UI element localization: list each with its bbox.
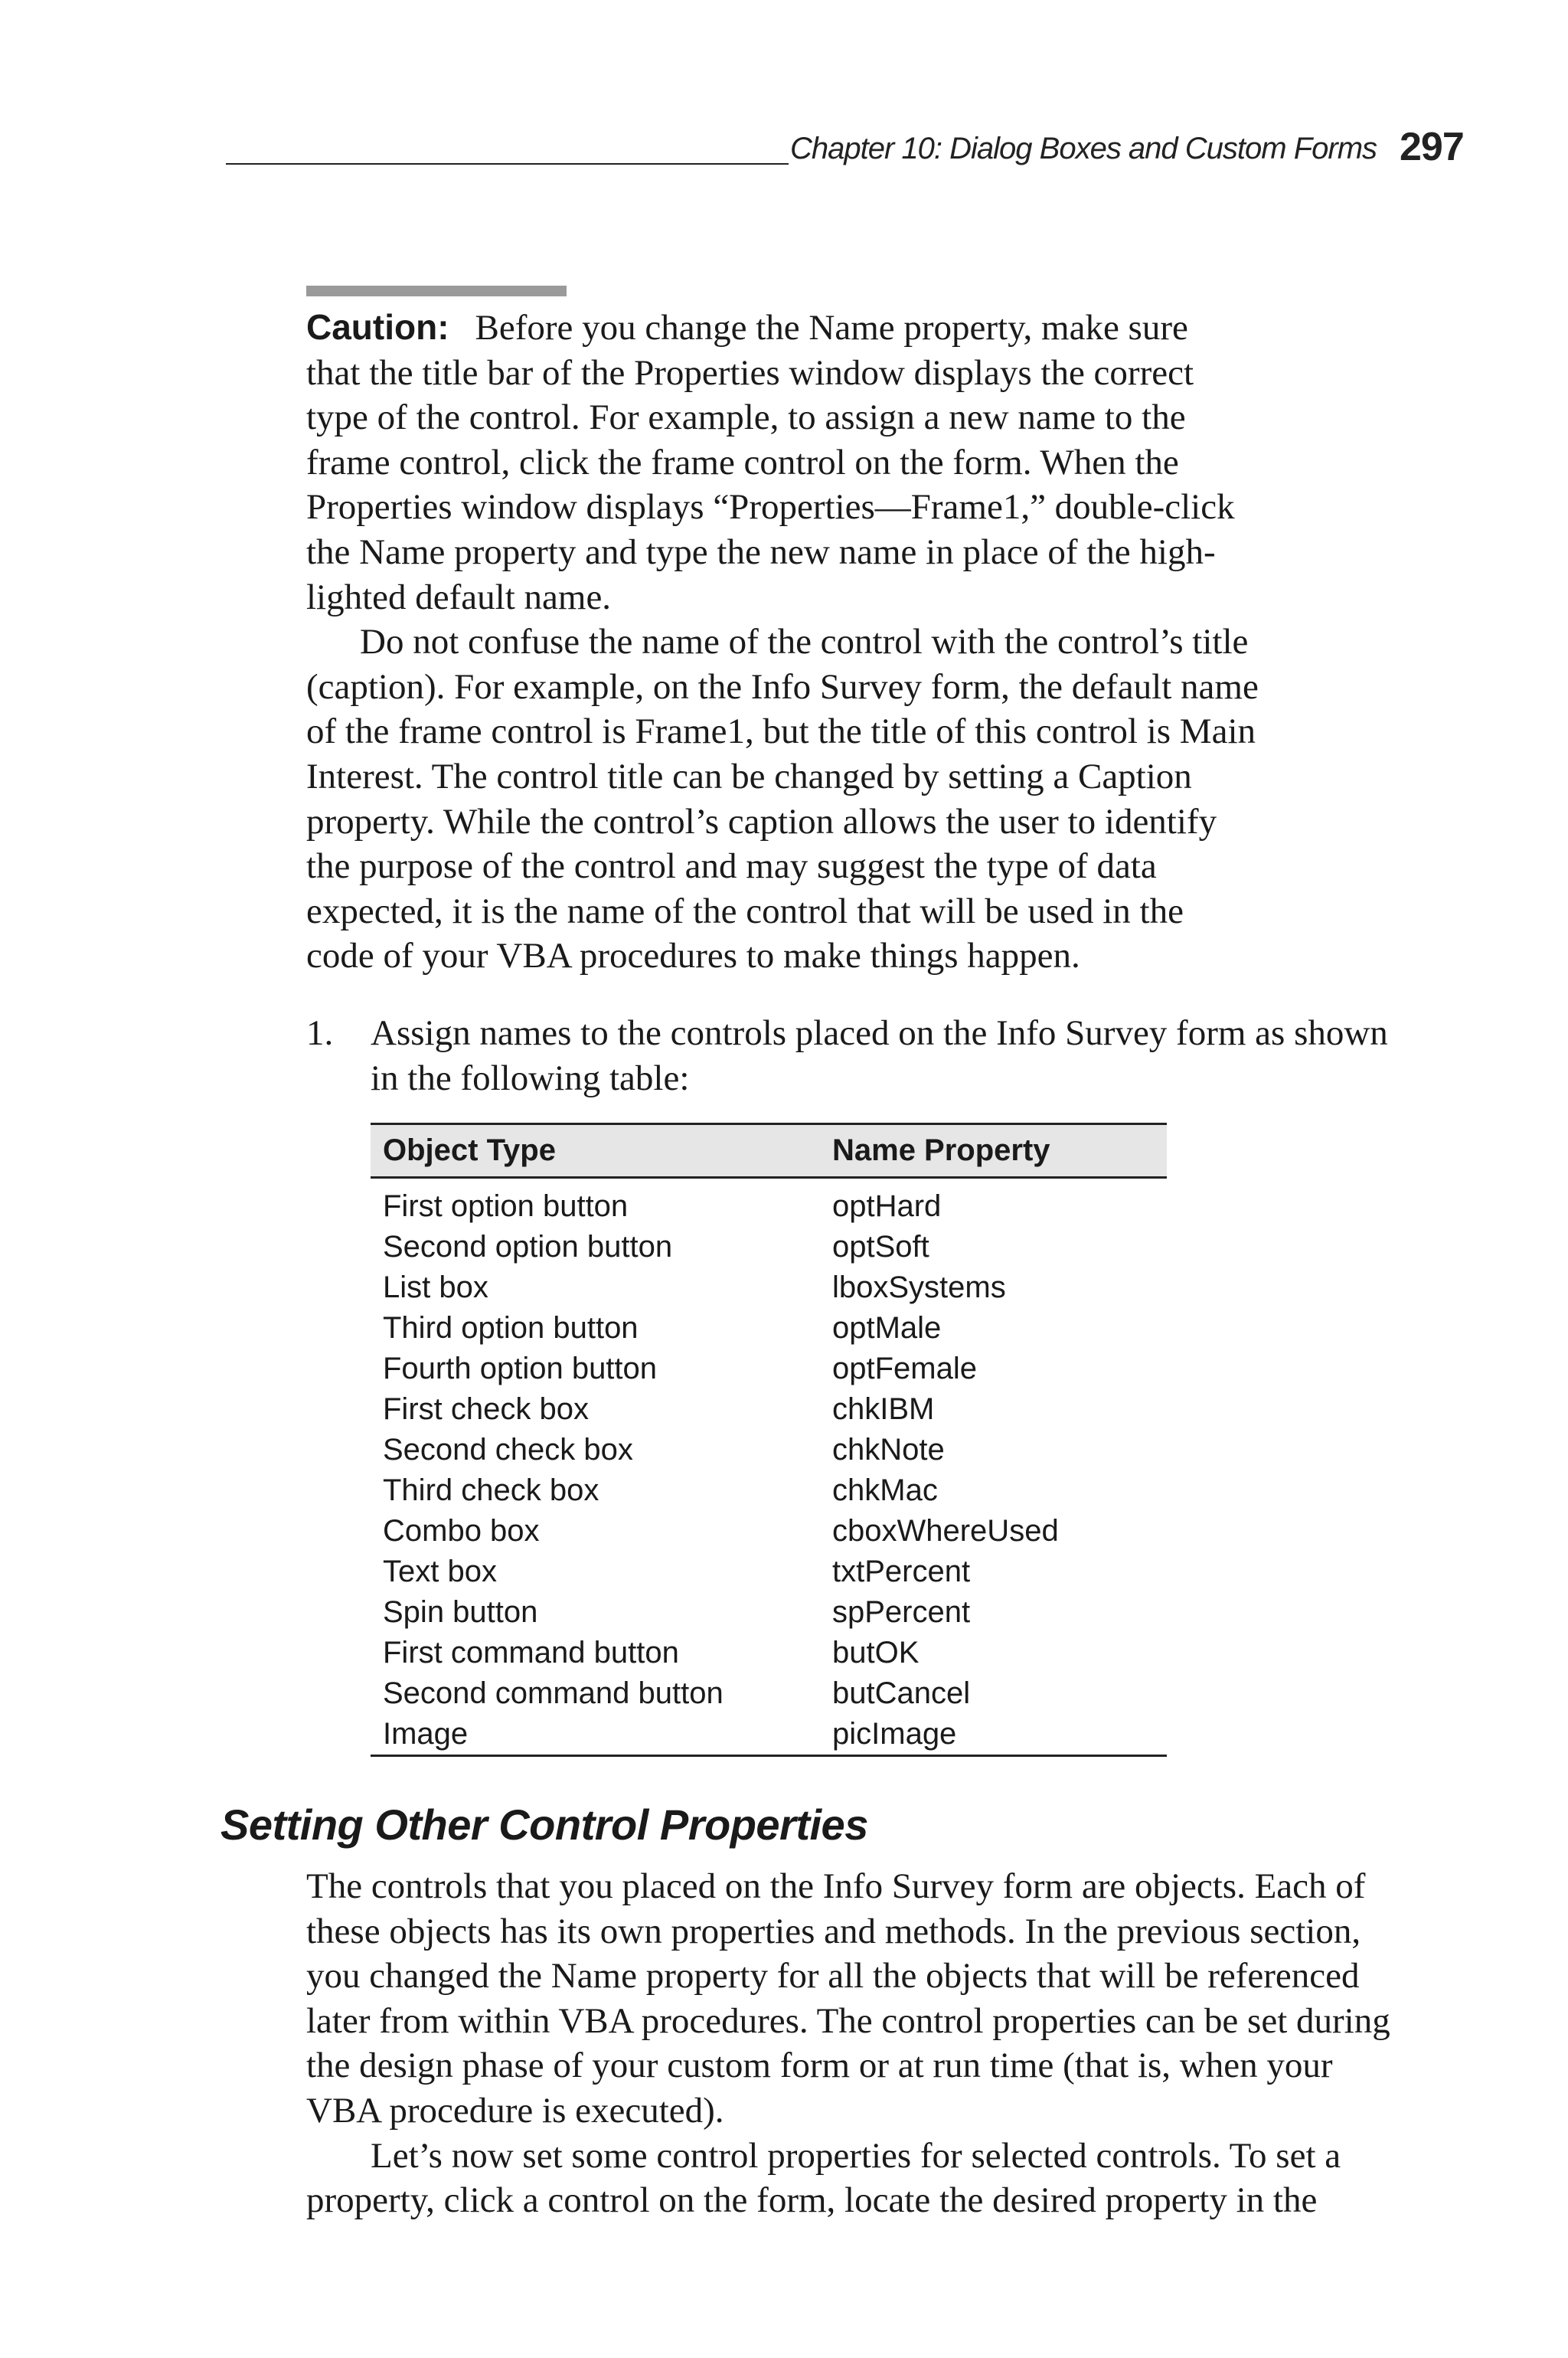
caution-line: lighted default name. [306, 577, 612, 617]
body-line: Let’s now set some control properties for selected controls. To set a [371, 2135, 1341, 2176]
caution-line: type of the control. For example, to assign a new name to the [306, 397, 1186, 438]
object-type-cell: Second command button [383, 1676, 724, 1710]
column-header-name-property: Name Property [822, 1124, 1167, 1178]
body-line: you changed the Name property for all the objects that will be referenced [306, 1956, 1360, 1997]
table-row [371, 1673, 1167, 1714]
table-row [371, 1267, 1167, 1308]
caution-bar [306, 286, 567, 296]
name-property-cell: optHard [832, 1189, 942, 1223]
name-property-cell: optSoft [832, 1230, 929, 1264]
table-row [371, 1714, 1167, 1756]
name-property-cell: txtPercent [832, 1555, 971, 1588]
step-number: 1. [306, 1013, 334, 1053]
page-number: 297 [1400, 125, 1464, 169]
object-type-cell: Fourth option button [383, 1352, 658, 1385]
caution-line: expected, it is the name of the control that will be used in the [306, 891, 1184, 931]
step-line: Assign names to the controls placed on the Info Survey form as shown [371, 1013, 1388, 1053]
name-property-cell: butCancel [832, 1676, 971, 1710]
name-property-cell: optMale [832, 1311, 942, 1345]
object-type-cell: First command button [383, 1636, 679, 1670]
object-type-cell: Combo box [383, 1514, 540, 1548]
name-property-table-container [371, 1123, 1167, 1757]
body-paragraph-2 [306, 2134, 1470, 2223]
body-line: these objects has its own properties and methods. In the previous section, [306, 1911, 1361, 1951]
caution-line: of the frame control is Frame1, but the title of this control is Main [306, 711, 1256, 752]
caution-label: Caution: [306, 307, 449, 347]
section-body [306, 1864, 1470, 2223]
name-property-cell: chkMac [832, 1473, 938, 1507]
table-row [371, 1308, 1167, 1349]
object-type-cell: Text box [383, 1555, 497, 1588]
table-header-row [371, 1124, 1167, 1178]
name-property-cell: lboxSystems [832, 1271, 1006, 1304]
name-property-table [371, 1123, 1167, 1757]
body-line: later from within VBA procedures. The control properties can be set during [306, 2000, 1390, 2041]
table-row [371, 1178, 1167, 1228]
name-property-cell: picImage [822, 1714, 1167, 1756]
name-property-cell: spPercent [832, 1595, 971, 1629]
name-property-cell: chkNote [832, 1433, 945, 1467]
step-text [371, 1011, 1388, 1101]
caution-line: Interest. The control title can be changed by setting a Caption [306, 756, 1192, 796]
caution-line: code of your VBA procedures to make things happen. [306, 936, 1080, 976]
caution-line: the Name property and type the new name in place of the high- [306, 531, 1216, 572]
table-row [371, 1227, 1167, 1267]
caution-line: (caption). For example, on the Info Survey form, the default name [306, 666, 1259, 707]
table-row [371, 1552, 1167, 1592]
name-property-cell: chkIBM [832, 1392, 935, 1426]
caution-paragraph-1 [306, 305, 1325, 620]
caution-line: Properties window displays “Properties—Frame1,” double-click [306, 487, 1235, 528]
table-row [371, 1633, 1167, 1673]
body-line: The controls that you placed on the Info Survey form are objects. Each of [306, 1866, 1366, 1906]
caution-line: the purpose of the control and may suggest the type of data [306, 846, 1157, 887]
caution-line: Do not confuse the name of the control with the control’s title [360, 622, 1249, 662]
object-type-cell: Spin button [383, 1595, 538, 1629]
body-line: VBA procedure is executed). [306, 2090, 724, 2131]
running-header-chapter: Chapter 10: Dialog Boxes and Custom Forms [790, 132, 1377, 165]
caution-line: that the title bar of the Properties window displays the correct [306, 352, 1194, 393]
table-row [371, 1511, 1167, 1552]
body-paragraph-1 [306, 1864, 1470, 2134]
section-heading: Setting Other Control Properties [220, 1800, 868, 1849]
table-row [371, 1389, 1167, 1430]
object-type-cell: Third option button [383, 1311, 639, 1345]
table-row [371, 1470, 1167, 1511]
object-type-cell: First check box [383, 1392, 589, 1426]
column-header-object-type: Object Type [371, 1124, 822, 1178]
step-line: in the following table: [371, 1058, 690, 1098]
object-type-cell: First option button [383, 1189, 629, 1223]
object-type-cell: Image [371, 1714, 822, 1756]
caution-line: property. While the control’s caption allows the user to identify [306, 801, 1217, 842]
object-type-cell: Second check box [383, 1433, 633, 1467]
caution-paragraph-2 [306, 620, 1325, 979]
caution-block [306, 305, 1325, 979]
table-row [371, 1592, 1167, 1633]
table-row [371, 1430, 1167, 1470]
caution-line: Caution: Before you change the Name property, make sure [306, 307, 1188, 348]
body-line: the design phase of your custom form or at run time (that is, when your [306, 2046, 1333, 2086]
table-row [371, 1349, 1167, 1389]
caution-line: frame control, click the frame control on the form. When the [306, 442, 1179, 482]
object-type-cell: Second option button [383, 1230, 673, 1264]
object-type-cell: List box [383, 1271, 488, 1304]
object-type-cell: Third check box [383, 1473, 599, 1507]
body-line: property, click a control on the form, locate the desired property in the [306, 2180, 1318, 2221]
name-property-cell: cboxWhereUsed [832, 1514, 1059, 1548]
name-property-cell: optFemale [832, 1352, 977, 1385]
name-property-cell: butOK [832, 1636, 920, 1670]
header-rule [226, 163, 789, 165]
